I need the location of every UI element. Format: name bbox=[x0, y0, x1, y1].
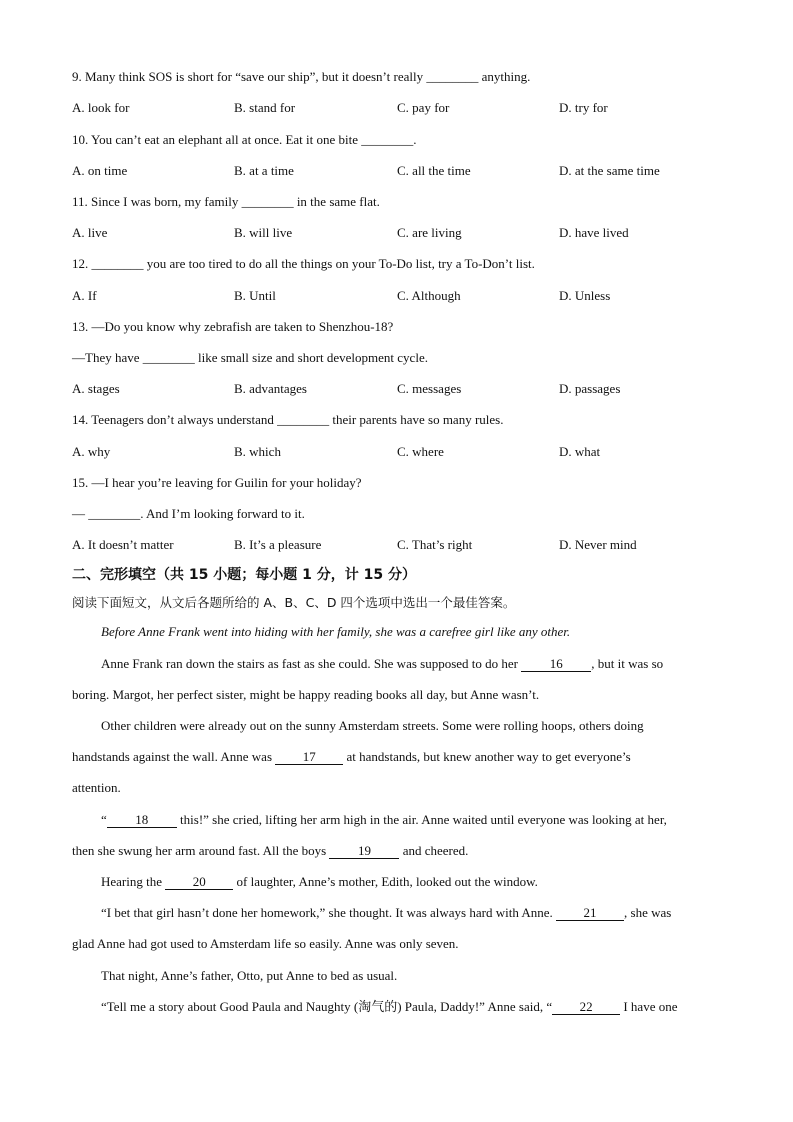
blank-21: 21 bbox=[556, 906, 624, 921]
passage-p5-line2: glad Anne had got used to Amsterdam life so easily. Anne was only seven. bbox=[72, 936, 459, 951]
passage-text: Hearing the bbox=[101, 874, 163, 889]
passage-text: this!” she cried, lifting her arm high in the air. Anne waited until everyone was looking at her, bbox=[180, 812, 667, 827]
question-10-option-c: C. all the time bbox=[397, 163, 471, 178]
question-11-stem: 11. Since I was born, my family ________ in the same flat. bbox=[72, 194, 380, 209]
passage-p4 bbox=[101, 874, 538, 890]
passage-intro: Before Anne Frank went into hiding with her family, she was a carefree girl like any other. bbox=[101, 624, 571, 639]
passage-p2-line2 bbox=[72, 749, 631, 765]
passage-p3-line1 bbox=[101, 812, 667, 828]
question-15-stem: 15. —I hear you’re leaving for Guilin for your holiday? bbox=[72, 475, 362, 490]
question-12-stem: 12. ________ you are too tired to do all the things on your To-Do list, try a To-Don’t list. bbox=[72, 256, 535, 271]
question-15-reply: — ________. And I’m looking forward to it. bbox=[72, 506, 305, 521]
passage-p1-line1 bbox=[101, 656, 663, 672]
question-10-option-a: A. on time bbox=[72, 163, 128, 178]
blank-20: 20 bbox=[165, 875, 233, 890]
passage-p6: That night, Anne’s father, Otto, put Anne to bed as usual. bbox=[101, 968, 398, 983]
blank-16: 16 bbox=[521, 657, 591, 672]
passage-text: “Tell me a story about Good Paula and Naughty (淘气的) Paula, Daddy!” Anne said, “ bbox=[101, 999, 553, 1014]
question-9-option-c: C. pay for bbox=[397, 100, 450, 115]
passage-text: handstands against the wall. Anne was bbox=[72, 749, 273, 764]
question-15-option-c: C. That’s right bbox=[397, 537, 473, 552]
question-15-option-b: B. It’s a pleasure bbox=[234, 537, 322, 552]
question-12-option-a: A. If bbox=[72, 288, 97, 303]
section-heading: 二、完形填空（共 15 小题；每小题 1 分，计 15 分） bbox=[72, 567, 416, 583]
blank-17: 17 bbox=[275, 750, 343, 765]
question-9-stem: 9. Many think SOS is short for “save our ship”, but it doesn’t really ________ anything. bbox=[72, 69, 531, 84]
passage-text: and cheered. bbox=[402, 843, 469, 858]
passage-p5-line1 bbox=[101, 905, 671, 921]
question-11-option-b: B. will live bbox=[234, 225, 293, 240]
passage-text: , but it was so bbox=[591, 656, 664, 671]
passage-text: , she was bbox=[624, 905, 672, 920]
passage-p2-line3: attention. bbox=[72, 780, 121, 795]
question-12-option-d: D. Unless bbox=[559, 288, 611, 303]
blank-18: 18 bbox=[107, 813, 177, 828]
passage-text: “I bet that girl hasn’t done her homework,” she thought. It was always hard with Anne. bbox=[101, 905, 553, 920]
passage-text: “ bbox=[101, 812, 107, 827]
question-11-option-a: A. live bbox=[72, 225, 108, 240]
passage-p1-line2: boring. Margot, her perfect sister, might be happy reading books all day, but Anne wasn’t. bbox=[72, 687, 540, 702]
question-13-option-a: A. stages bbox=[72, 381, 120, 396]
question-9-option-a: A. look for bbox=[72, 100, 130, 115]
passage-text: of laughter, Anne’s mother, Edith, looked out the window. bbox=[236, 874, 538, 889]
question-10-option-b: B. at a time bbox=[234, 163, 294, 178]
question-13-option-c: C. messages bbox=[397, 381, 462, 396]
question-14-option-d: D. what bbox=[559, 444, 601, 459]
passage-text: at handstands, but knew another way to get everyone’s bbox=[346, 749, 631, 764]
passage-p3-line2 bbox=[72, 843, 468, 859]
question-11-option-c: C. are living bbox=[397, 225, 462, 240]
passage-p2-line1: Other children were already out on the sunny Amsterdam streets. Some were rolling hoops, others doing bbox=[101, 718, 644, 733]
question-12-option-c: C. Although bbox=[397, 288, 461, 303]
question-14-option-b: B. which bbox=[234, 444, 281, 459]
question-13-stem: 13. —Do you know why zebrafish are taken to Shenzhou-18? bbox=[72, 319, 394, 334]
section-instruction: 阅读下面短文，从文后各题所给的 A、B、C、D 四个选项中选出一个最佳答案。 bbox=[72, 595, 516, 610]
question-14-stem: 14. Teenagers don’t always understand ________ their parents have so many rules. bbox=[72, 412, 504, 427]
passage-text: Anne Frank ran down the stairs as fast as she could. She was supposed to do her bbox=[101, 656, 519, 671]
passage-text: I have one bbox=[623, 999, 678, 1014]
question-11-option-d: D. have lived bbox=[559, 225, 629, 240]
question-9-option-b: B. stand for bbox=[234, 100, 296, 115]
blank-22: 22 bbox=[552, 1000, 620, 1015]
question-10-option-d: D. at the same time bbox=[559, 163, 660, 178]
passage-text: then she swung her arm around fast. All the boys bbox=[72, 843, 327, 858]
question-13-option-b: B. advantages bbox=[234, 381, 307, 396]
question-13-reply: —They have ________ like small size and short development cycle. bbox=[72, 350, 428, 365]
question-15-option-d: D. Never mind bbox=[559, 537, 637, 552]
blank-19: 19 bbox=[329, 844, 399, 859]
question-14-option-c: C. where bbox=[397, 444, 444, 459]
passage-p7 bbox=[101, 999, 677, 1015]
question-15-option-a: A. It doesn’t matter bbox=[72, 537, 174, 552]
question-9-option-d: D. try for bbox=[559, 100, 608, 115]
question-10-stem: 10. You can’t eat an elephant all at once. Eat it one bite ________. bbox=[72, 132, 417, 147]
question-12-option-b: B. Until bbox=[234, 288, 276, 303]
question-14-option-a: A. why bbox=[72, 444, 111, 459]
question-13-option-d: D. passages bbox=[559, 381, 621, 396]
